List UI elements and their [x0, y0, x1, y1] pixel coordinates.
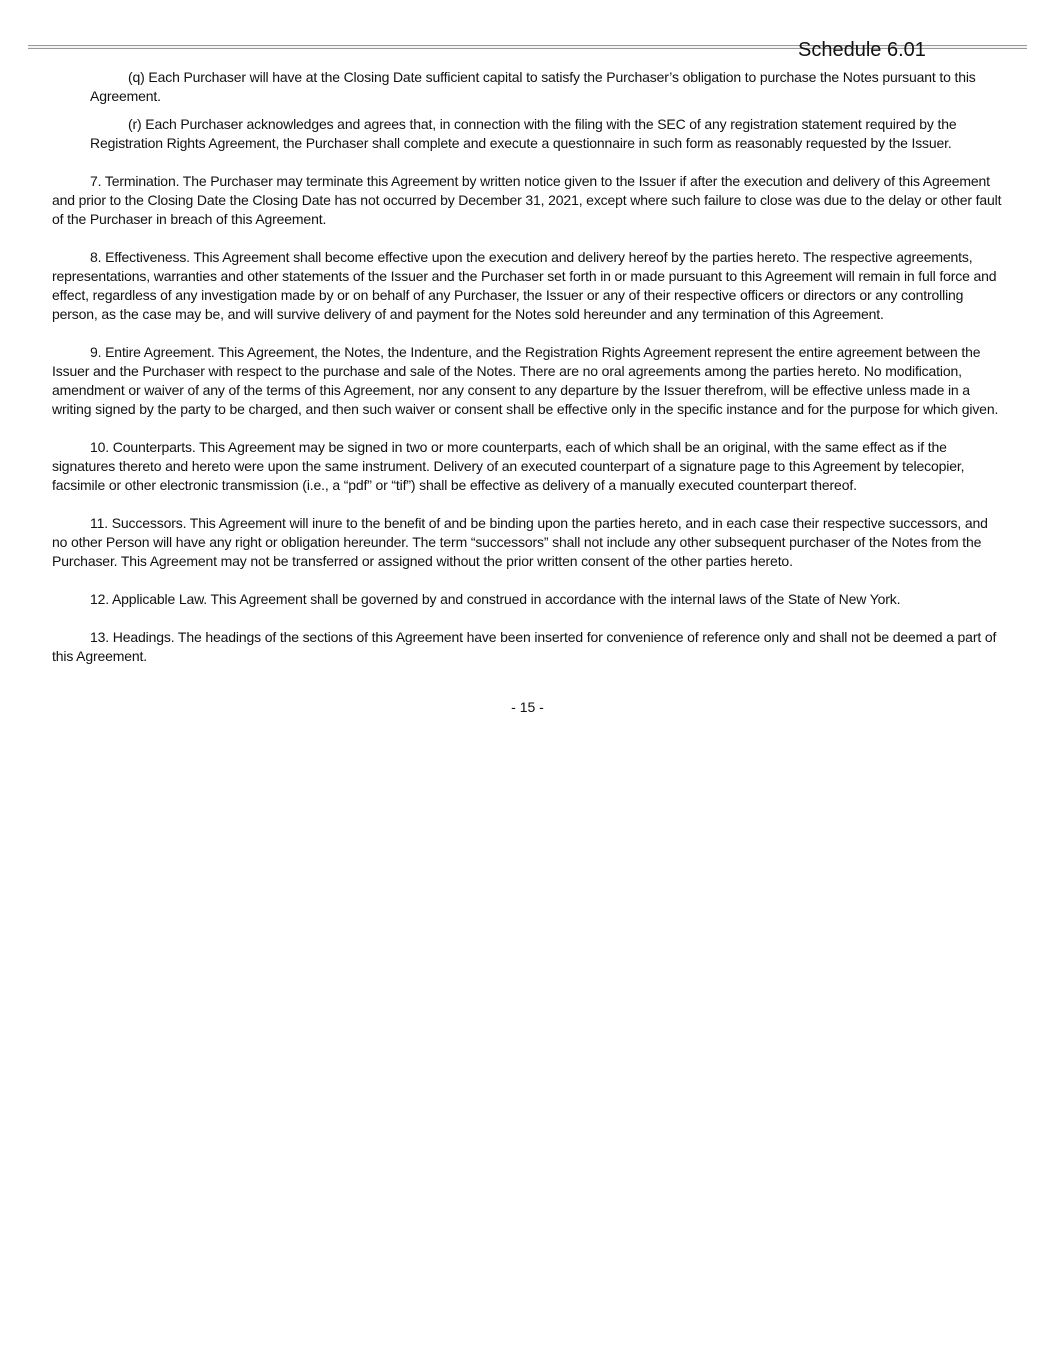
section-12-applicable-law: 12. Applicable Law. This Agreement shall be governed by and construed in accordance with the internal laws of the State of New York.: [90, 591, 901, 607]
section-11-successors: 11. Successors. This Agreement will inure to the benefit of and be binding upon the parties hereto, and in each case their respective successors, and no other Person will have any right or obligation hereunder. The term “successors” shall not include any other subsequent purchaser of the Notes from the Purchaser. This Agreement may not be transferred or assigned without the prior written consent of the other parties hereto.: [52, 515, 988, 569]
page-number: - 15 -: [511, 699, 544, 715]
paragraph-q: (q) Each Purchaser will have at the Closing Date sufficient capital to satisfy the Purchaser’s obligation to purchase the Notes pursuant to this Agreement.: [90, 69, 976, 104]
section-9-entire-agreement: 9. Entire Agreement. This Agreement, the Notes, the Indenture, and the Registration Rights Agreement represent the entire agreement between the Issuer and the Purchaser with respect to the purchase and sale of the Notes. There are no oral agreements among the parties hereto. No modification, amendment or waiver of any of the terms of this Agreement, nor any consent to any departure by the Issuer therefrom, will be effective unless made in a writing signed by the party to be charged, and then such waiver or consent shall be effective only in the specific instance and for the purpose for which given.: [52, 344, 999, 417]
section-8-effectiveness: 8. Effectiveness. This Agreement shall become effective upon the execution and delivery hereof by the parties hereto. The respective agreements, representations, warranties and other statements of the Issuer and the Purchaser set forth in or made pursuant to this Agreement will remain in full force and effect, regardless of any investigation made by or on behalf of any Purchaser, the Issuer or any of their respective officers or directors or any controlling person, as the case may be, and will survive delivery of and payment for the Notes sold hereunder and any termination of this Agreement.: [52, 249, 997, 322]
document-body: [52, 68, 1004, 685]
paragraph-r: (r) Each Purchaser acknowledges and agrees that, in connection with the filing with the SEC of any registration statement required by the Registration Rights Agreement, the Purchaser shall complete and execute a questionnaire in such form as reasonably requested by the Issuer.: [90, 116, 957, 151]
schedule-label: Schedule 6.01: [798, 39, 926, 61]
section-7-termination: 7. Termination. The Purchaser may terminate this Agreement by written notice given to the Issuer if after the execution and delivery of this Agreement and prior to the Closing Date the Closing Date has not occurred by December 31, 2021, except where such failure to close was due to the delay or other fault of the Purchaser in breach of this Agreement.: [52, 173, 1002, 227]
section-10-counterparts: 10. Counterparts. This Agreement may be signed in two or more counterparts, each of which shall be an original, with the same effect as if the signatures thereto and hereto were upon the same instrument. Delivery of an executed counterpart of a signature page to this Agreement by telecopier, facsimile or other electronic transmission (i.e., a “pdf” or “tif”) shall be effective as delivery of a manually executed counterpart thereof.: [52, 439, 965, 493]
section-13-headings: 13. Headings. The headings of the sections of this Agreement have been inserted for convenience of reference only and shall not be deemed a part of this Agreement.: [52, 629, 997, 664]
